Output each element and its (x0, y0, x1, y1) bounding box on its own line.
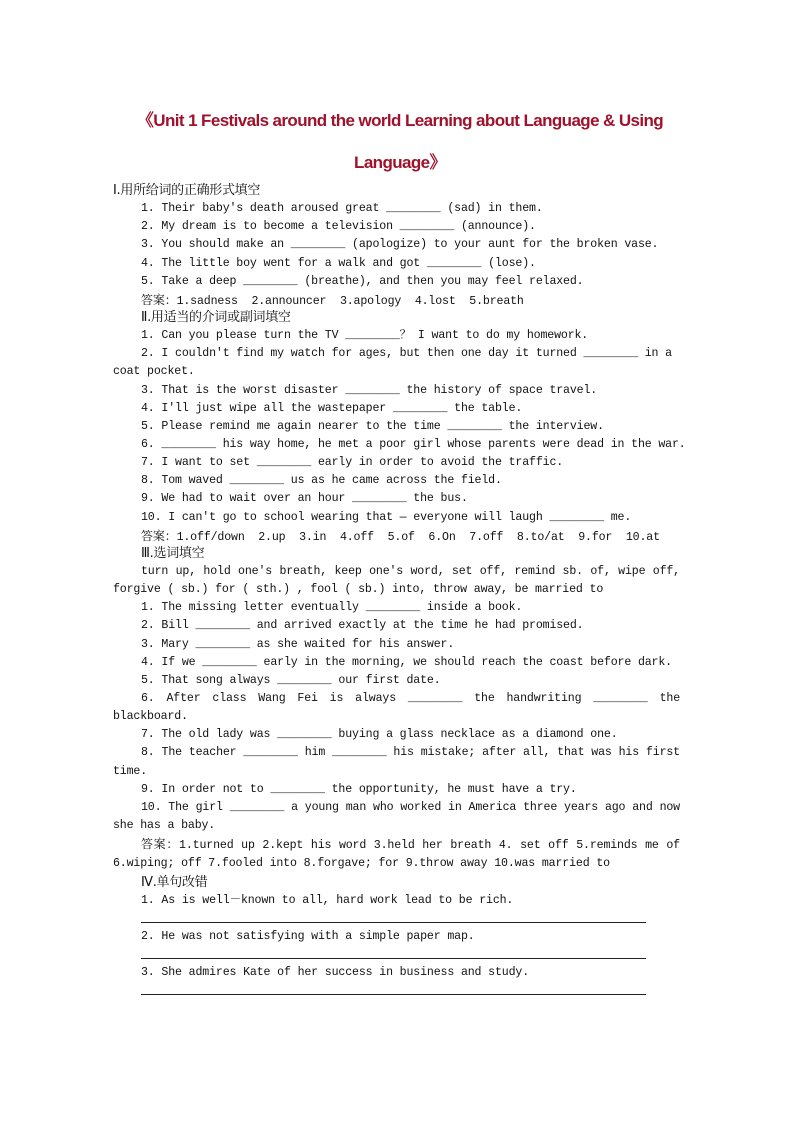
section-3-item-9: 9. In order not to ________ the opportunity, he must have a try. (141, 782, 577, 796)
section-3-item-6: 6. After class Wang Fei is always ________ the handwriting ________ the blackboard. (113, 691, 680, 724)
title-line-2: Language》 (354, 153, 446, 172)
section-3-item-5: 5. That song always ________ our first date. (141, 673, 441, 687)
section-1-item-3: 3. You should make an ________ (apologize) to your aunt for the broken vase. (141, 238, 659, 252)
section-1-item-4: 4. The little boy went for a walk and got ________ (lose). (141, 256, 536, 270)
section-1-item-5: 5. Take a deep ________ (breathe), and then you may feel relaxed. (141, 274, 584, 288)
section-2-item-5: 5. Please remind me again nearer to the time ________ the interview. (141, 419, 604, 433)
section-2-item-8: 8. Tom waved ________ us as he came across the field. (141, 474, 502, 488)
exercise-body (113, 182, 686, 1000)
section-3-item-8: 8. The teacher ________ him ________ his mistake; after all, that was his first time. (113, 746, 680, 778)
section-2-item-10: 10. I can't go to school wearing that — everyone will laugh ________ me. (141, 510, 632, 524)
section-2-item-3: 3. That is the worst disaster ________ the history of space travel. (141, 383, 598, 397)
section-2-item-7: 7. I want to set ________ early in order to avoid the traffic. (141, 456, 564, 470)
section-2-item-1: 1. Can you please turn the TV ________？ I want to do my homework. (141, 329, 589, 343)
section-1-item-2: 2. My dream is to become a television ________ (announce). (141, 220, 536, 234)
section-1-answers (113, 291, 680, 309)
section-4-heading: Ⅳ.单句改错 (141, 874, 208, 890)
section-1-item-1: 1. Their baby's death aroused great ________ (sad) in them. (141, 202, 543, 216)
section-3-heading: Ⅲ.选词填空 (141, 545, 205, 561)
section-4-item-3: 3. She admires Kate of her success in business and study. (141, 966, 530, 980)
answer-line-1[interactable] (113, 910, 680, 928)
answer-text: 1.off/down 2.up 3.in 4.off 5.of 6.On 7.off 8.to/at 9.for 10.at (176, 530, 660, 544)
section-3-item-1: 1. The missing letter eventually ________ inside a book. (141, 601, 523, 615)
section-2-item-4: 4. I'll just wipe all the wastepaper ________ the table. (141, 401, 523, 415)
section-4-item-1: 1. As is well－known to all, hard work lead to be rich. (141, 893, 514, 907)
section-2-item-2: 2. I couldn't find my watch for ages, but then one day it turned ________ in a (141, 347, 672, 361)
section-1-heading: Ⅰ.用所给词的正确形式填空 (113, 183, 261, 198)
answer-text: 1.turned up 2.kept his word 3.held her breath 4. set off 5.reminds me of 6.wiping; off 7.fooled into 8.forgave; for 9.throw away 10.was married to (113, 839, 680, 871)
title-line-1: 《Unit 1 Festivals around the world Learning about Language & Using (136, 111, 664, 130)
section-3-item-2: 2. Bill ________ and arrived exactly at the time he had promised. (141, 619, 584, 633)
answer-label: 答案： (141, 837, 180, 852)
section-3-item-4: 4. If we ________ early in the morning, we should reach the coast before dark. (141, 655, 672, 669)
section-3-answers (113, 835, 680, 873)
section-2-item-6: 6. ________ his way home, he met a poor girl whose parents were dead in the war. (141, 437, 686, 451)
section-3-item-3: 3. Mary ________ as she waited for his answer. (141, 637, 455, 651)
section-3-wordbank: turn up, hold one's breath, keep one's word, set off, remind sb. of, wipe off, forgive ( sb.) for ( sth.) , fool ( sb.) into, throw away, be married to (113, 564, 680, 597)
answer-label: 答案： (141, 528, 177, 543)
section-3-item-7: 7. The old lady was ________ buying a glass necklace as a diamond one. (141, 728, 618, 742)
answer-line-3[interactable] (113, 982, 680, 1000)
section-2-item-9: 9. We had to wait over an hour ________ the bus. (141, 492, 468, 506)
section-2-heading: Ⅱ.用适当的介词或副词填空 (141, 309, 291, 325)
section-4-item-2: 2. He was not satisfying with a simple paper map. (141, 929, 475, 943)
section-3-item-10: 10. The girl ________ a young man who worked in America three years ago and now she has a baby. (113, 800, 680, 833)
section-2-item-2-cont: coat pocket. (113, 365, 195, 379)
answer-text: 1.sadness 2.announcer 3.apology 4.lost 5.breath (176, 294, 524, 308)
answer-line-2[interactable] (113, 946, 680, 964)
answer-label: 答案： (141, 292, 177, 307)
section-2-answers (113, 527, 680, 545)
